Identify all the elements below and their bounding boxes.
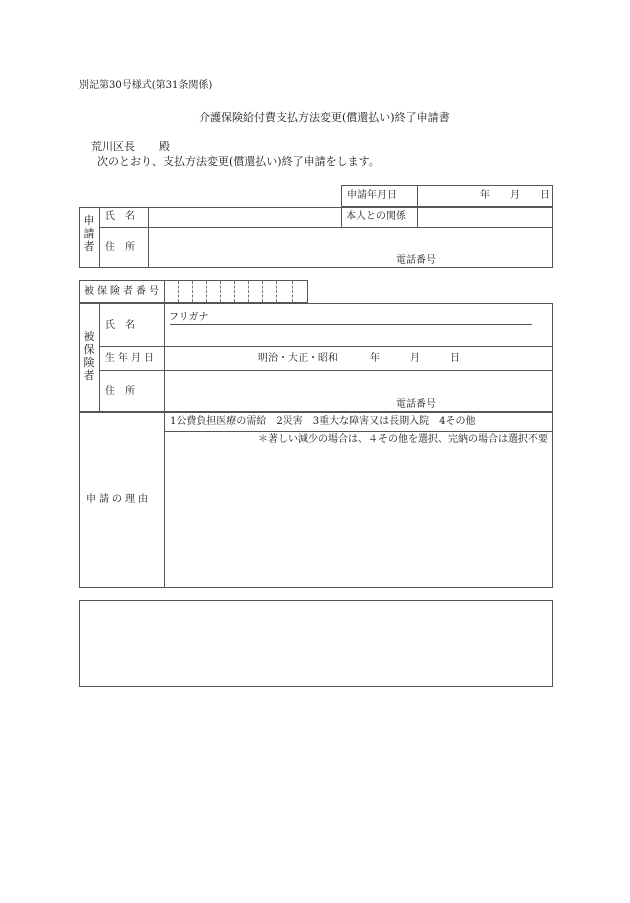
applicant-address-label: 住 所	[105, 242, 135, 253]
era-options: 明治・大正・昭和	[258, 353, 338, 364]
insured-number-label: 被保険者番号	[84, 286, 162, 297]
applicant-name-label: 氏 名	[105, 211, 135, 222]
intro-text: 次のとおり、支払方法変更(償還払い)終了申請をします。	[97, 155, 380, 168]
birth-date-label: 生年月日	[105, 353, 157, 364]
insured-name-label: 氏 名	[105, 320, 135, 331]
date-year-unit: 年	[480, 190, 490, 201]
date-day-unit: 日	[540, 190, 550, 201]
application-date-field[interactable]	[418, 186, 472, 206]
reason-label: 申請の理由	[86, 494, 151, 505]
applicant-phone-label: 電話番号	[396, 255, 436, 266]
birth-day-unit: 日	[450, 353, 460, 364]
addressee-honorific: 殿	[159, 140, 170, 153]
insured-address-field[interactable]	[165, 371, 552, 411]
form-title: 介護保険給付費支払方法変更(償還払い)終了申請書	[199, 111, 450, 124]
applicant-address-field[interactable]	[149, 228, 552, 267]
reason-detail-field[interactable]	[165, 448, 552, 587]
date-month-unit: 月	[510, 190, 520, 201]
relation-field[interactable]	[418, 208, 552, 226]
birth-year-unit: 年	[370, 353, 380, 364]
insured-phone-label: 電話番号	[396, 399, 436, 410]
insured-number-field[interactable]	[165, 281, 307, 302]
insured-section-label: 被保険者	[83, 330, 95, 382]
birth-month-unit: 月	[410, 353, 420, 364]
addressee-name: 荒川区長	[91, 140, 135, 153]
applicant-section-label: 申請者	[83, 214, 95, 253]
application-date-label: 申請年月日	[347, 190, 397, 201]
furigana-label: フリガナ	[169, 312, 209, 323]
reason-options[interactable]: 1公費負担医療の需給 2災害 3重大な障害又は長期入院 4その他	[170, 416, 476, 427]
birth-date-field[interactable]	[165, 347, 552, 369]
insured-name-field[interactable]	[165, 325, 552, 345]
form-reference: 別記第30号様式(第31条関係)	[79, 80, 213, 91]
relation-label: 本人との関係	[346, 211, 406, 222]
reason-note: ＊著しい減少の場合は、４その他を選択、完納の場合は選択不要	[258, 434, 548, 445]
insured-address-label: 住 所	[105, 386, 135, 397]
office-use-box	[79, 600, 553, 687]
applicant-name-field[interactable]	[149, 208, 340, 226]
